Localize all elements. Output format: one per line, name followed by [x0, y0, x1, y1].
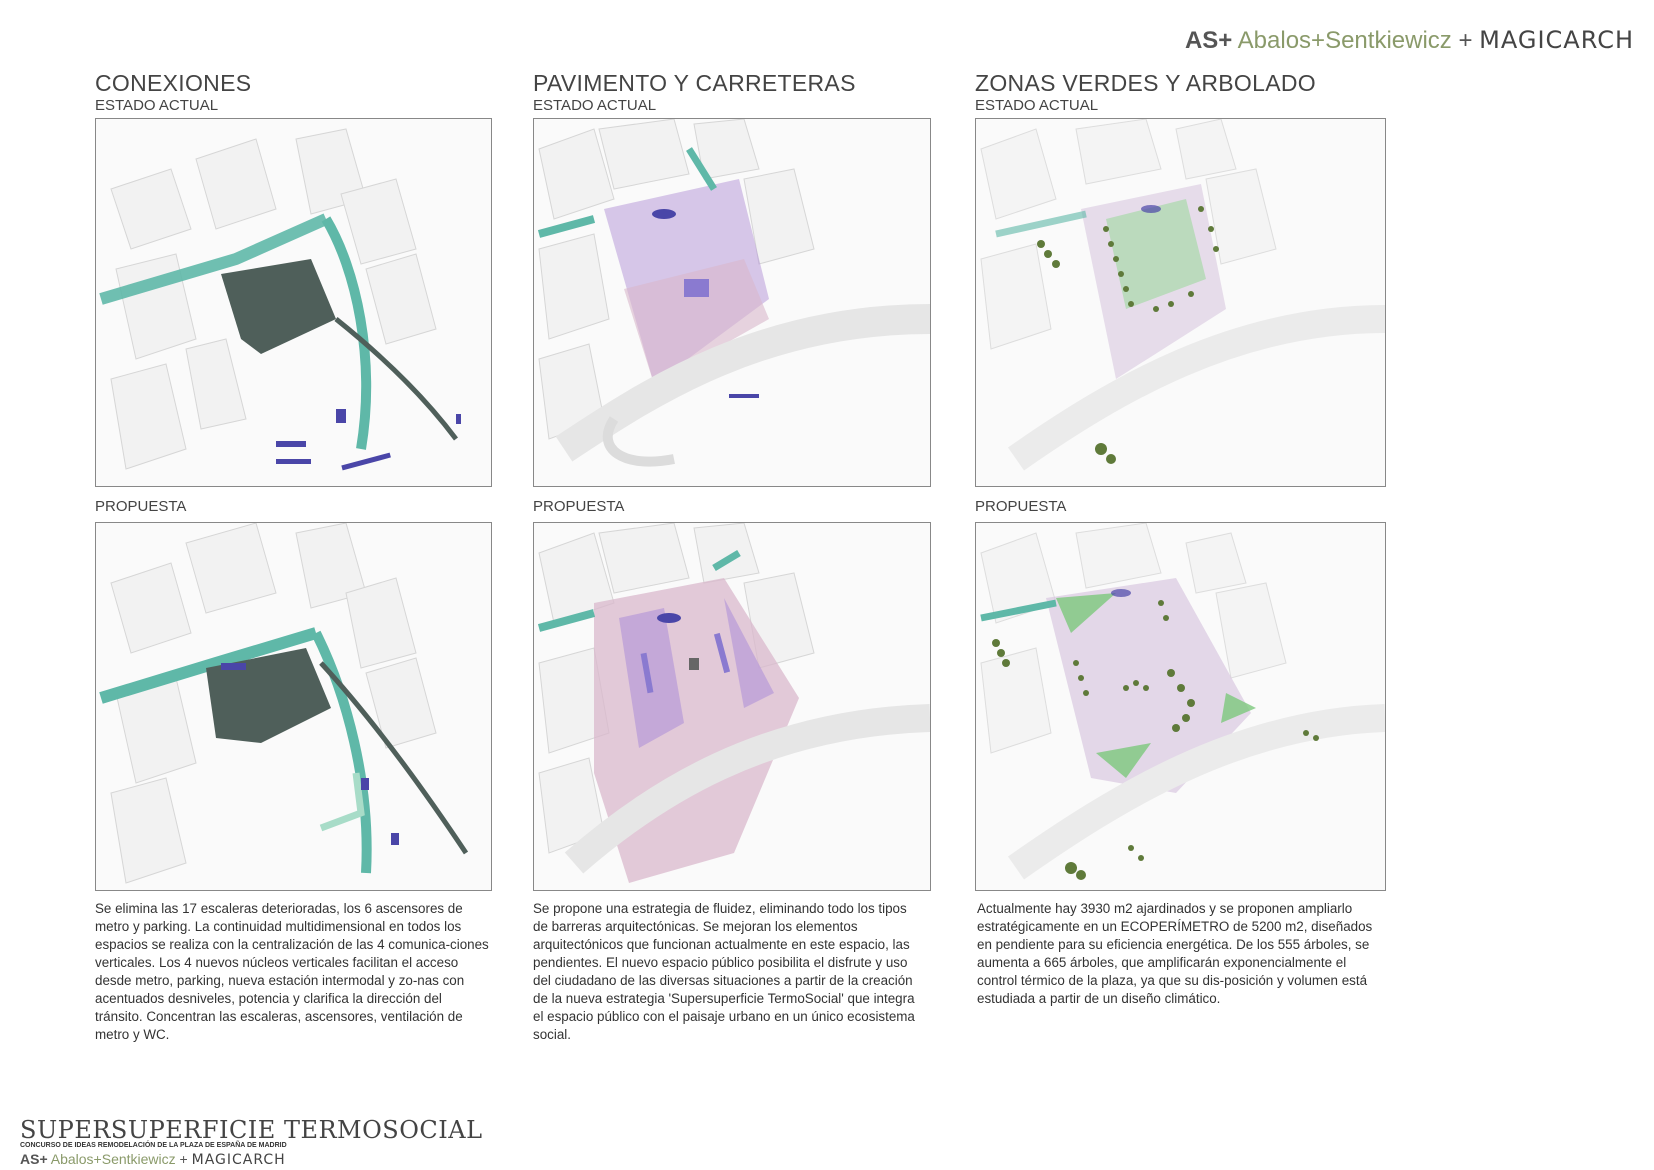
title-pavimento: PAVIMENTO Y CARRETERAS: [533, 70, 856, 96]
label-estado-actual-3: ESTADO ACTUAL: [975, 97, 1099, 114]
brand-as: AS+: [1184, 27, 1233, 54]
footer: [20, 1116, 483, 1168]
diagram-pavimento-propuesta: [534, 523, 930, 890]
panel-pavimento-actual: [533, 118, 931, 487]
footer-brand-as: AS+: [20, 1151, 48, 1167]
label-propuesta-2: PROPUESTA: [533, 498, 625, 515]
diagram-pavimento-actual: [534, 119, 930, 486]
diagram-conexiones-propuesta: [96, 523, 491, 890]
panel-conexiones-actual: [95, 118, 492, 487]
footer-brand: [20, 1151, 340, 1168]
diagram-zonas-verdes-actual: [976, 119, 1385, 486]
description-zonas-verdes: Actualmente hay 3930 m2 ajardinados y se proponen ampliarlo estratégicamente en un ECOPERÍMETRO de 5200 m2, diseñados en pendiente para su eficiencia energética. De los 555 árboles, se aumenta a 665 árboles, que amplificarán exponencialmente el control térmico de la plaza, ya que su dis-posición y volumen está estudiada a partir de un diseño climático.: [977, 901, 1373, 1006]
title-zonas-verdes: ZONAS VERDES Y ARBOLADO: [975, 70, 1316, 96]
footer-brand-abalos: Abalos+Sentkiewicz: [50, 1151, 176, 1167]
brand-plus: +: [1458, 27, 1473, 54]
diagram-conexiones-actual: [96, 119, 491, 486]
footer-brand-plus: +: [179, 1151, 188, 1167]
label-propuesta-3: PROPUESTA: [975, 498, 1067, 515]
diagram-zonas-verdes-propuesta: [976, 523, 1385, 890]
footer-subtitle: CONCURSO DE IDEAS REMODELACIÓN DE LA PLAZA DE ESPAÑA DE MADRID: [20, 1142, 287, 1149]
panel-zonas-verdes-actual: [975, 118, 1386, 487]
label-estado-actual-2: ESTADO ACTUAL: [533, 97, 657, 114]
label-propuesta-1: PROPUESTA: [95, 498, 187, 515]
label-estado-actual-1: ESTADO ACTUAL: [95, 97, 219, 114]
title-conexiones: CONEXIONES: [95, 70, 252, 96]
panel-zonas-verdes-propuesta: [975, 522, 1386, 891]
footer-title: SUPERSUPERFICIE TERMOSOCIAL: [20, 1116, 483, 1144]
brand-abalos: Abalos+Sentkiewicz: [1237, 27, 1452, 54]
description-conexiones: Se elimina las 17 escaleras deterioradas, los 6 ascensores de metro y parking. La continuidad multidimensional en todos los espacios se realiza con la centralización de las 4 comunica-ciones verticales. Los 4 nuevos núcleos verticales facilitan el acceso desde metro, parking, nueva estación intermodal y zo-nas con acentuados desniveles, potencia y clarifica la dirección del tránsito. Concentran las escaleras, ascensores, ventilación de metro y WC.: [95, 901, 489, 1042]
brand-magicarch: MAGICARCH: [1479, 26, 1634, 54]
panel-pavimento-propuesta: [533, 522, 931, 891]
footer-brand-magicarch: MAGICARCH: [191, 1152, 286, 1168]
description-pavimento: Se propone una estrategia de fluidez, eliminando todo los tipos de barreras arquitectónicas. Se mejoran los elementos arquitectónicos que funcionan actualmente en este espacio, las pendientes. El nuevo espacio público posibilita el disfrute y uso del ciudadano de las diversas situaciones a partir de la creación de la nueva estrategia 'Supersuperficie TermoSocial' que integra el espacio público con el paisaje urbano en un único ecosistema social.: [533, 901, 915, 1042]
header-brand: [1185, 26, 1634, 55]
panel-conexiones-propuesta: [95, 522, 492, 891]
